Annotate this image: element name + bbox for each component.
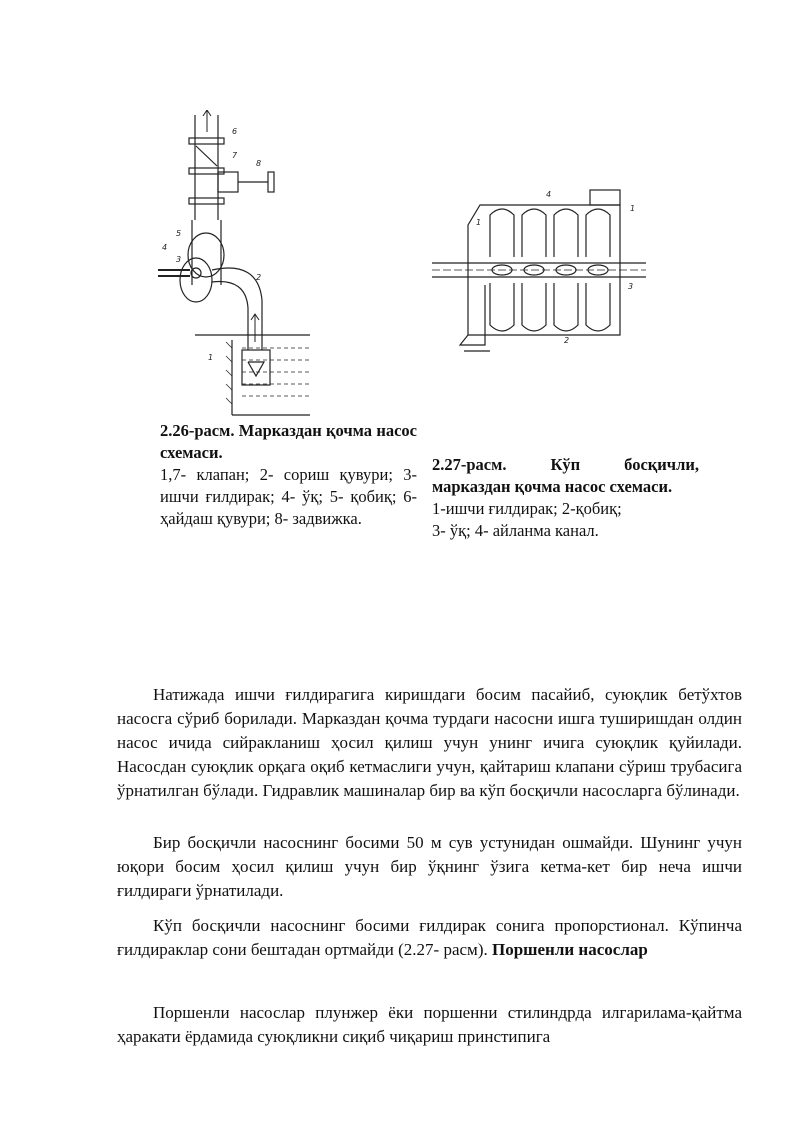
paragraph (117, 1001, 742, 1049)
figure-label: 2 (564, 336, 570, 345)
figure-label: 1 (208, 353, 214, 362)
paragraph (117, 683, 742, 803)
caption-body-line: 3- ўқ; 4- айланма канал. (432, 521, 599, 540)
paragraph (117, 914, 742, 962)
figure-caption-2-26 (160, 420, 417, 530)
figure-label: 3 (628, 282, 634, 291)
multistage-pump-labels (430, 185, 650, 355)
figure-caption-2-27 (432, 454, 699, 542)
figure-label: 1 (476, 218, 482, 227)
figure-label: 4 (162, 243, 168, 252)
paragraph-text: Бир босқичли насоснинг босими 50 м сув устунидан ошмайди. Шунинг учун юқори босим ҳосил қилиш учун бир ўқнинг ўзига кетма-кет бир неча ишчи ғилдираги ўрнатилади. (117, 833, 742, 900)
caption-body: 1,7- клапан; 2- сориш қувури; 3- ишчи ғилдирак; 4- ўқ; 5- қобиқ; 6- ҳайдаш қувури; 8- задвижка. (160, 465, 417, 528)
paragraph-text: Натижада ишчи ғилдирагига киришдаги босим пасайиб, суюқлик бетўхтов насосга сўриб борилади. Марказдан қочма турдаги насосни ишга туширишдан олдин насос ичида сийракланиш ҳосил қилиш учун унинг ичига суюқлик қуйилади. Насосдан суюқлик орқага оқиб кетмаслиги учун, қайтариш клапани сўриш трубасига ўрнатилган бўлади. Гидравлик машиналар бир ва кўп босқичли насосларга бўлинади. (117, 685, 742, 800)
figure-label: 6 (232, 127, 238, 136)
paragraph-text: Поршенли насослар плунжер ёки поршенни стилиндрда илгарилама-қайтма ҳаракати ёрдамида суюқликни сиқиб чиқариш принстипига (117, 1003, 742, 1046)
figure-label: 3 (176, 255, 182, 264)
paragraph (117, 831, 742, 903)
figure-label: 1 (630, 204, 636, 213)
figure-label: 4 (546, 190, 552, 199)
figure-label: 5 (176, 229, 182, 238)
caption-body-line: 1-ишчи ғилдирак; 2-қобиқ; (432, 499, 622, 518)
centrifugal-pump-labels (150, 110, 310, 420)
figure-label: 2 (256, 273, 262, 282)
figure-label: 7 (232, 151, 238, 160)
section-heading: Поршенли насослар (491, 940, 648, 959)
paragraph-text: Кўп босқичли насоснинг босими ғилдирак сонига пропорстионал. Кўпинча ғилдираклар сони бештадан ортмайди (2.27- расм). (117, 916, 742, 959)
figure-label: 8 (256, 159, 262, 168)
caption-title: 2.26-расм. Марказдан қочма насос схемаси. (160, 421, 417, 462)
caption-title: 2.27-расм. Кўп босқичли, марказдан қочма насос схемаси. (432, 455, 699, 496)
